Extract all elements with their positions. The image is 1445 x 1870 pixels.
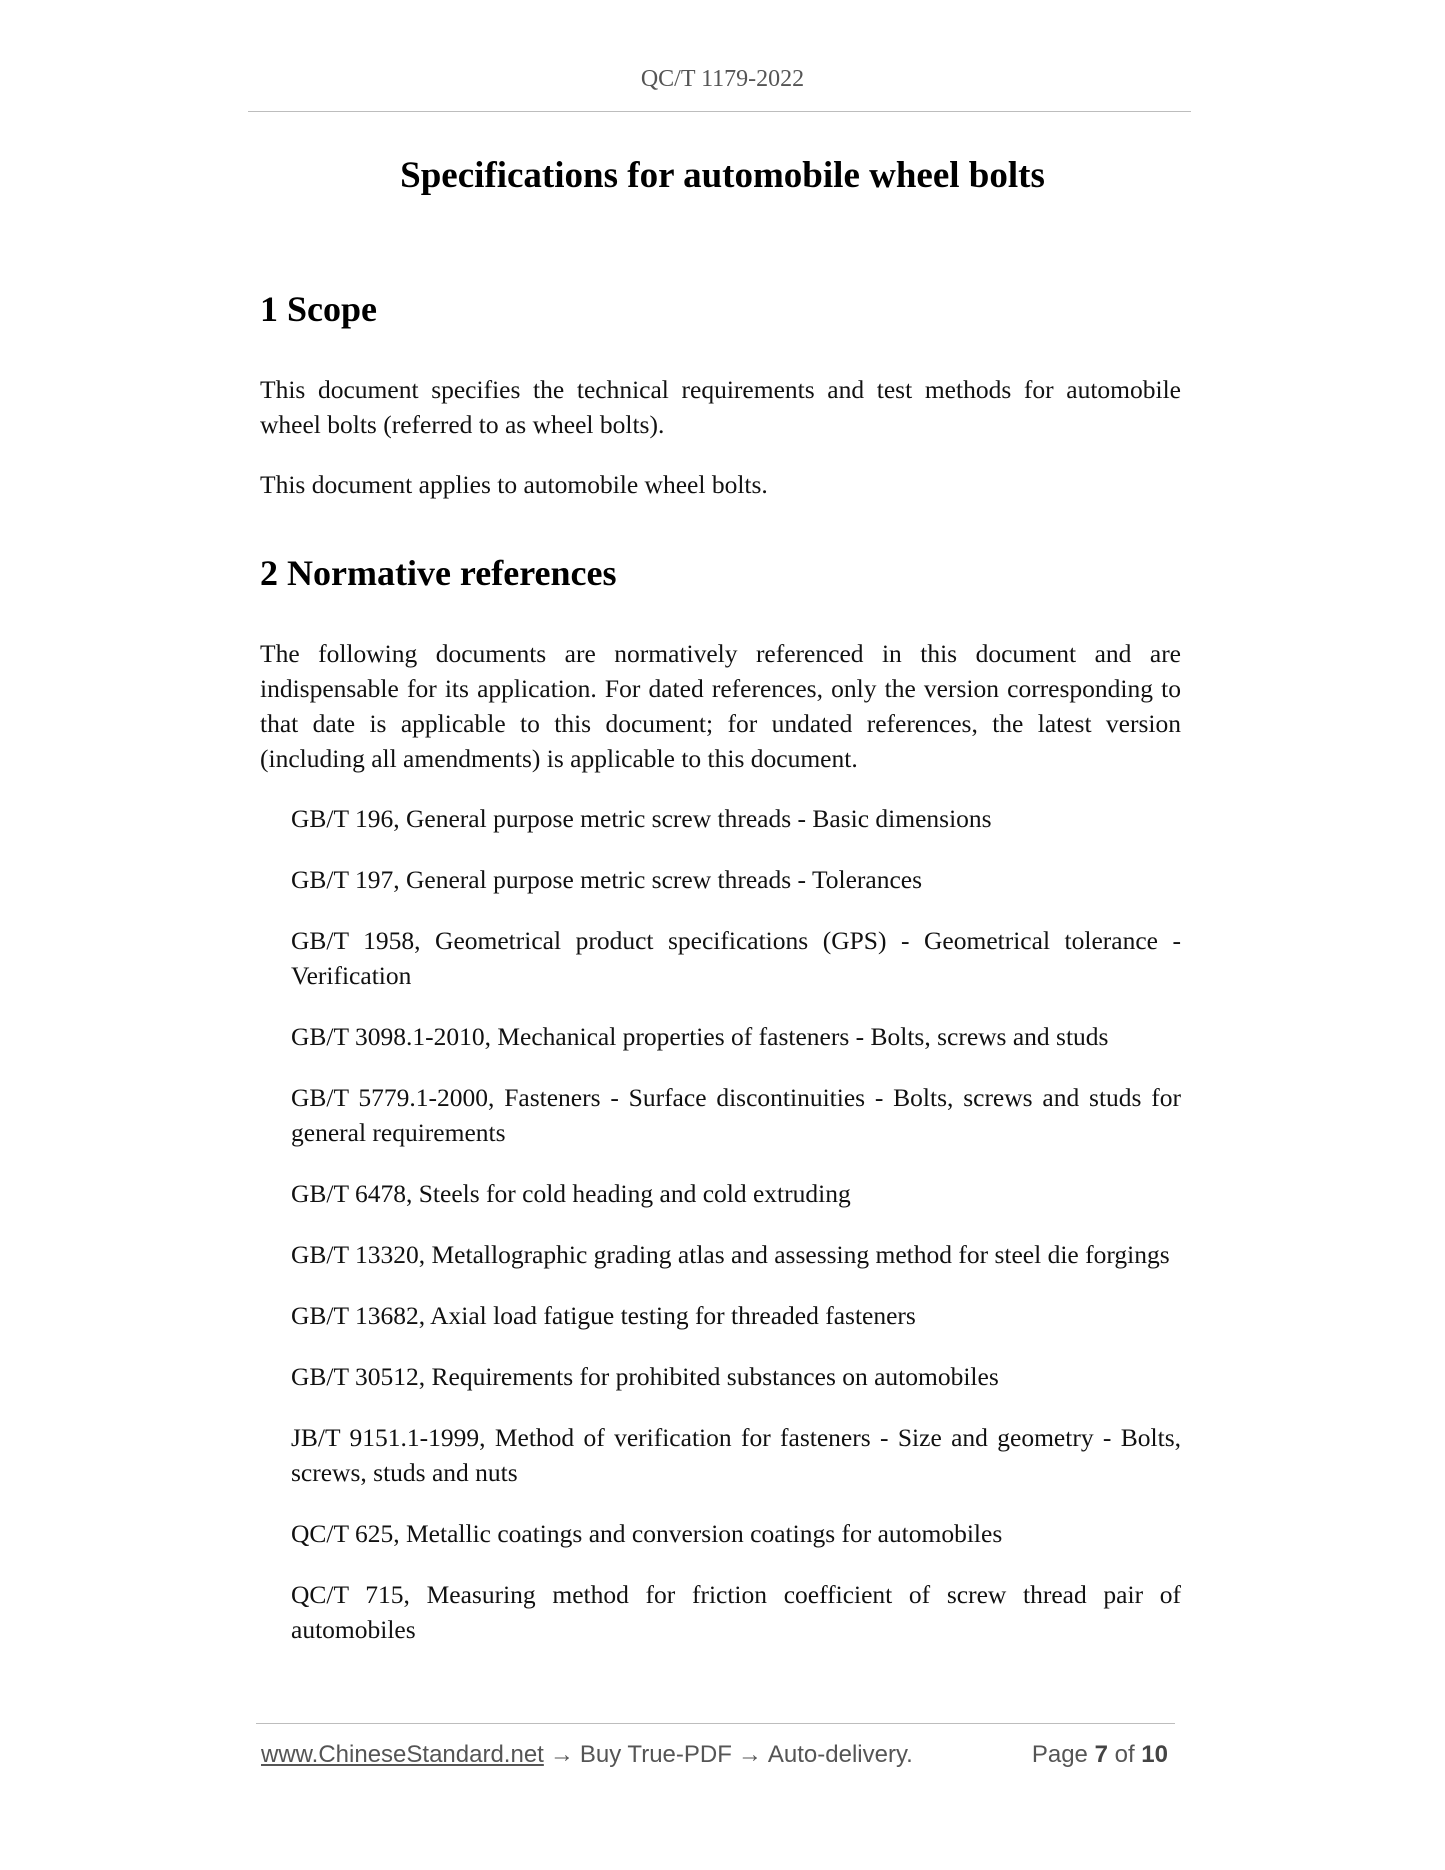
reference-item: GB/T 30512, Requirements for prohibited substances on automobiles xyxy=(291,1362,999,1391)
normative-references-heading: 2 Normative references xyxy=(260,553,617,593)
page-current: 7 xyxy=(1094,1741,1108,1768)
scope-heading: 1 Scope xyxy=(260,289,377,329)
document-body xyxy=(260,288,1181,1673)
reference-item: GB/T 197, General purpose metric screw threads - Tolerances xyxy=(291,865,923,894)
reference-item: GB/T 6478, Steels for cold heading and cold extruding xyxy=(291,1179,851,1208)
auto-delivery-text: Auto-delivery. xyxy=(767,1741,913,1768)
arrow-right-icon: → xyxy=(549,1741,574,1768)
page-footer xyxy=(261,1741,1176,1775)
arrow-right-icon: → xyxy=(737,1741,762,1768)
reference-list xyxy=(260,801,1181,1647)
document-header: QC/T 1179-2022 xyxy=(640,66,805,92)
reference-item: GB/T 13682, Axial load fatigue testing for threaded fasteners xyxy=(291,1301,916,1330)
header-divider xyxy=(248,111,1191,112)
reference-item: JB/T 9151.1-1999, Method of verification for fasteners - Size and geometry - Bolts, screws, studs and nuts xyxy=(291,1423,1181,1487)
reference-item: QC/T 715, Measuring method for friction coefficient of screw thread pair of automobiles xyxy=(291,1580,1181,1644)
reference-item: GB/T 1958, Geometrical product specifications (GPS) - Geometrical tolerance - Verification xyxy=(291,926,1181,990)
page-total: 10 xyxy=(1141,1741,1168,1768)
chinesestandard-link[interactable]: www.ChineseStandard.net xyxy=(261,1741,544,1768)
buy-true-pdf-text: Buy True-PDF xyxy=(579,1741,732,1768)
document-title: Specifications for automobile wheel bolts xyxy=(400,155,1045,196)
reference-item: GB/T 196, General purpose metric screw threads - Basic dimensions xyxy=(291,804,992,833)
reference-item: QC/T 625, Metallic coatings and conversion coatings for automobiles xyxy=(291,1519,1003,1548)
references-intro: The following documents are normatively referenced in this document and are indispensable for its application. For dated references, only the version corresponding to that date is applicable to this document; for undated references, the latest version (including all amendments) is applicable to this document. xyxy=(260,639,1181,773)
page-indicator xyxy=(1032,1741,1168,1769)
of-label: of xyxy=(1114,1741,1135,1768)
footer-promo xyxy=(261,1741,913,1769)
reference-item: GB/T 13320, Metallographic grading atlas and assessing method for steel die forgings xyxy=(291,1240,1170,1269)
reference-item: GB/T 5779.1-2000, Fasteners - Surface discontinuities - Bolts, screws and studs for general requirements xyxy=(291,1083,1181,1147)
reference-item: GB/T 3098.1-2010, Mechanical properties of fasteners - Bolts, screws and studs xyxy=(291,1022,1109,1051)
scope-paragraph: This document applies to automobile wheel bolts. xyxy=(260,470,768,499)
scope-paragraph: This document specifies the technical requirements and test methods for automobile wheel bolts (referred to as wheel bolts). xyxy=(260,375,1181,439)
page-label: Page xyxy=(1031,1741,1088,1768)
footer-divider xyxy=(256,1723,1175,1724)
